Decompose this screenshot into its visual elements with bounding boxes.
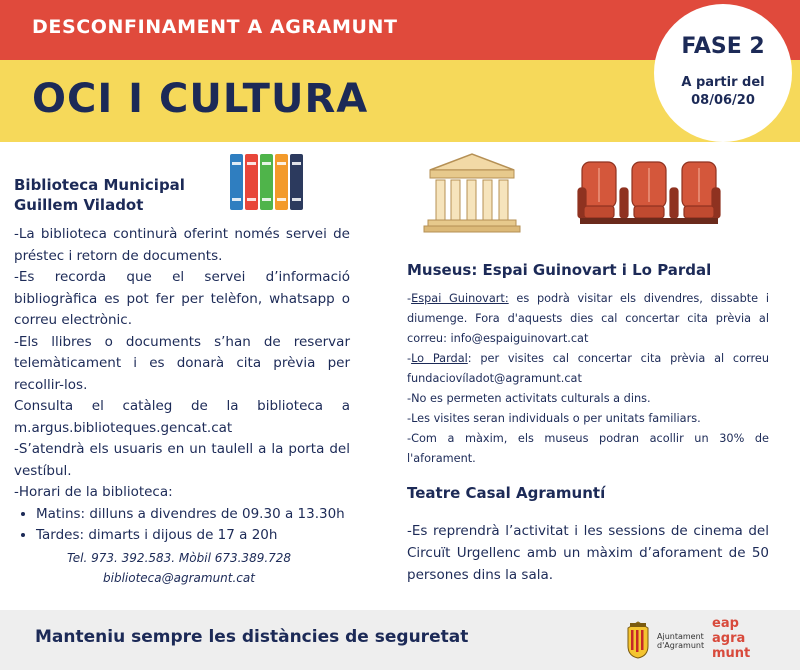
guinovart-text: es podrà visitar els divendres, dissabte i diumenge. Fora d'aquests dies cal concertar cita prèvia al correu: info@espaiguinovart.cat <box>407 292 769 345</box>
phase-badge <box>654 4 792 142</box>
footer-message: Manteniu sempre les distàncies de seguretat <box>35 627 469 647</box>
library-heading-line1: Biblioteca Municipal <box>14 176 185 194</box>
library-schedule-list <box>14 504 350 547</box>
library-paragraph: -Horari de la biblioteca: <box>14 484 173 500</box>
schedule-item: • Matins: dilluns a divendres de 09.30 a 13.30h <box>36 504 350 526</box>
council-logo-text <box>657 632 704 650</box>
council-name-line2: d'Agramunt <box>657 641 705 650</box>
museum-rule: -No es permeten activitats culturals a dins. <box>407 392 651 405</box>
phase-date <box>654 74 792 110</box>
council-name-line1: Ajuntament <box>657 632 704 641</box>
museum-guinovart: -Espai Guinovart: es podrà visitar els divendres, dissabte i diumenge. Fora d'aquests dies cal concertar cita prèvia al correu: info@espaiguinovart.cat <box>407 292 769 345</box>
library-heading <box>14 175 224 215</box>
cinema-seats-icon <box>578 152 720 232</box>
eap-logo-line3: munt <box>712 646 751 661</box>
library-email: biblioteca@agramunt.cat <box>103 571 255 585</box>
museum-building-icon <box>424 152 520 234</box>
library-paragraph: -Els llibres o documents s’han de reservar telemàticament i es donarà cita prèvia per recollir-los. <box>14 333 350 393</box>
museums-heading: Museus: Espai Guinovart i Lo Pardal <box>407 261 712 279</box>
coat-of-arms-logo <box>624 620 652 660</box>
museum-rule: -Les visites seran individuals o per unitats familiars. <box>407 412 701 425</box>
library-paragraph: -La biblioteca continurà oferint només servei de préstec i retorn de documents. <box>14 226 350 264</box>
library-heading-line2: Guillem Viladot <box>14 196 144 214</box>
phase-label: FASE 2 <box>681 34 765 59</box>
pardal-link-text: Lo Pardal <box>411 352 468 365</box>
phase-date-line1: A partir del <box>681 75 765 90</box>
library-paragraph: -Es recorda que el servei d’informació bibliogràfica es pot fer per telèfon, whatsapp o correu electrònic. <box>14 269 350 328</box>
eap-logo-line2: agra <box>712 631 746 646</box>
museum-rule: -Com a màxim, els museus podran acollir un 30% de l'aforament. <box>407 432 769 465</box>
eap-logo <box>712 616 750 661</box>
guinovart-link-text: Espai Guinovart: <box>411 292 509 305</box>
pardal-text: : per visites cal concertar cita prèvia al correu fundaciovíladot@agramunt.cat <box>407 352 769 385</box>
library-paragraph: -S’atendrà els usuaris en un taulell a la porta del vestíbul. <box>14 441 350 479</box>
theatre-body: -Es reprendrà l’activitat i les sessions de cinema del Circuït Urgellenc amb un màxim d’aforament de 50 persones dins la sala. <box>407 523 769 583</box>
top-banner-text: DESCONFINAMENT A AGRAMUNT <box>32 16 398 38</box>
footer-bar <box>0 610 800 670</box>
library-body <box>14 224 350 547</box>
phase-date-line2: 08/06/20 <box>691 93 755 108</box>
library-paragraph: Consulta el catàleg de la biblioteca a m.argus.biblioteques.gencat.cat <box>14 398 350 436</box>
books-icon <box>228 152 306 212</box>
library-phone: Tel. 973. 392.583. Mòbil 673.389.728 <box>66 551 292 565</box>
schedule-item: • Tardes: dimarts i dijous de 17 a 20h <box>36 525 350 547</box>
eap-logo-line1: eap <box>712 616 739 631</box>
museum-pardal: -Lo Pardal: per visites cal concertar cita prèvia al correu fundaciovíladot@agramunt.cat <box>407 352 769 385</box>
library-contact <box>14 548 344 588</box>
museums-body <box>407 289 769 469</box>
page-title: OCI I CULTURA <box>32 76 369 122</box>
theatre-heading: Teatre Casal Agramuntí <box>407 484 606 502</box>
